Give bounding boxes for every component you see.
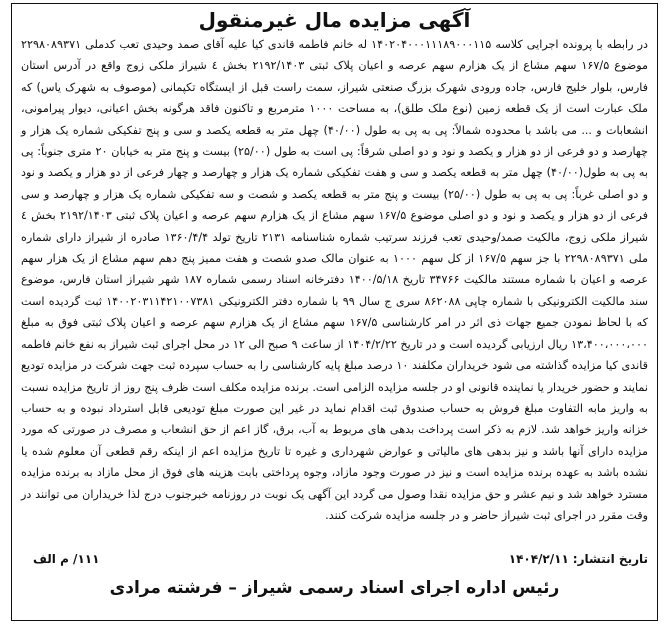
auction-notice <box>11 3 658 621</box>
notice-code: ۱۱۱/ م الف <box>33 552 100 566</box>
notice-footer <box>21 552 648 574</box>
signature: رئیس اداره اجرای اسناد رسمی شیراز – فرشته مرادی <box>109 578 560 598</box>
publish-date-label: تاریخ انتشار: <box>572 552 648 566</box>
notice-title: آگهی مزایده مال غیرمنقول <box>198 8 471 32</box>
notice-body: در رابطه با پرونده اجرایی کلاسه ۱۴۰۲۰۴۰۰۰۱۱۱۸۹۰۰۰۱۱۵ له خانم فاطمه قاندی کیا علیه آقای صمد وحیدی تعب کدملی ۲۲۹۸۰۸۹۳۷۱ موضوع ۱۶۷/۵ سهم مشاع از یک هزارم سهم عرصه و اعیان پلاک ثبتی ۲۱۹۲/۱۴۰۳ بخش ٤ شیراز ملکی زوج واقع در آدرس استان فارس، بلوار خلیج فارس، جاده ورودی شهرک بزرگ صنعتی شیراز، سمت راست قبل از ایستگاه تکپمانی (موصوف به شهرک یاس) که ملک عبارت است از یک قطعه زمین (نوع ملک طلق)، به مساحت ۱۰۰۰ مترمربع و تاکنون فاقد هرگونه بخش اعیانی، دیوار پیرامونی، انشعابات و ... می باشد با محدوده شمالاً: پی به پی به طول (۴۰/۰۰) چهل متر به قطعه یکصد و سی و پنج تفکیکی شماره یک هزار و چهارصد و دو فرعی از دو هزار و یکصد و نود و دو اصلی شرقاً: پی است به طول (۲۵/۰۰) بیست و پنج متر به خیابان ۲۰ متری جنوباً: پی به پی به طول(۴۰/۰۰) چهل متر به قطعه یکصد و سی و هفت تفکیکی شماره یک هزار و چهارصد و چهار فرعی از دو هزار و یکصد و نود و دو اصلی غرباً: پی به پی به طول (۲۵/۰۰) بیست و پنج متر به قطعه یکصد و شصت و سه تفکیکی شماره یک هزار و چهارصد و سی فرعی از دو هزار و یکصد و نود و دو اصلی موضوع ۱۶۷/۵ سهم مشاع از یک هزارم سهم عرصه و اعیان پلاک ثبتی ۲۱۹۲/۱۴۰۳ بخش ٤ شیراز ملکی زوج، مالکیت صمد/وحیدی تعب فرزند سرتیب شماره شناسنامه ۲۱۳۱ تاریخ تولد ۱۳۶۰/۴/۴ صادره از شیراز دارای شماره ملی ۲۲۹۸۰۸۹۳۷۱ با جز سهم ۱۶۷/۵ از کل سهم ۱۰۰۰ به عنوان مالک صدو شصت و هفت ممیز پنج دهم سهم مشاع از یک هزار سهم عرصه و اعیان با شماره مستند مالکیت ۳۴۷۶۶ تاریخ ۱۴۰۰/۵/۱۸ دفترخانه اسناد رسمی شماره ۱۸۷ شهر شیراز استان فارس، موضوع سند مالکیت الکترونیکی با شماره چاپی ۸۶۲۰۸۸ سری ج سال ۹۹ با شماره دفتر الکترونیکی ۱۴۰۰۲۰۳۱۱۴۲۱۰۰۷۳۸۱ ثبت گردیده است که با لحاظ نمودن جمیع جهات ذی اثر در امر کارشناسی ۱۶۷/۵ سهم مشاع از یک هزارم سهم عرصه و اعیان پلاک ثبتی فوق به مبلغ ۱۳،۴۰۰،۰۰۰،۰۰۰ ریال ارزیابی گردیده است و در تاریخ ۱۴۰۴/۲/۲۲ از ساعت ۹ صبح الی ۱۲ در محل اجرای ثبت شیراز به نفع خانم فاطمه قاندی کیا مزایده گذاشته می شود خریداران مکلفند ۱۰ درصد مبلغ پایه کارشناسی را به حساب سپرده ثبت جهت شرکت در مزایده تودیع نمایند و حضور خریدار یا نماینده قانونی او در جلسه مزایده الزامی است. برنده مزایده مکلف است ظرف پنج روز از تاریخ مزایده نسبت به واریز مابه التفاوت مبلغ فروش به حساب صندوق ثبت اقدام نماید در غیر این صورت مبلغ تودیعی قابل استرداد نبوده و به حساب خزانه واریز خواهد شد. لازم به ذکر است پرداخت بدهی های مربوط به آب، برق، گاز اعم از حق انشعاب و مصرف در صورتی که مورد مزایده دارای آنها باشد و نیز بدهی های مالیاتی و عوارض شهرداری و غیره تا تاریخ مزایده اعم از اینکه رقم قطعی آن معلوم شده یا نشده باشد به عهده برنده مزایده است و نیز در صورت وجود مازاد، وجوه پرداختی بابت هزینه های فوق از محل مازاد به برنده مزایده مسترد خواهد شد و نیم عشر و حق مزایده نقدا وصول می گردد این آگهی یک نوبت در روزنامه خبرجنوب درج لذا خریداران می توانند در وقت مقرر در اجرای ثبت شیراز حاضر و در جلسه مزایده شرکت کنند. <box>21 38 649 522</box>
publish-date <box>509 552 648 566</box>
publish-date-value: ۱۴۰۴/۲/۱۱ <box>508 552 569 566</box>
